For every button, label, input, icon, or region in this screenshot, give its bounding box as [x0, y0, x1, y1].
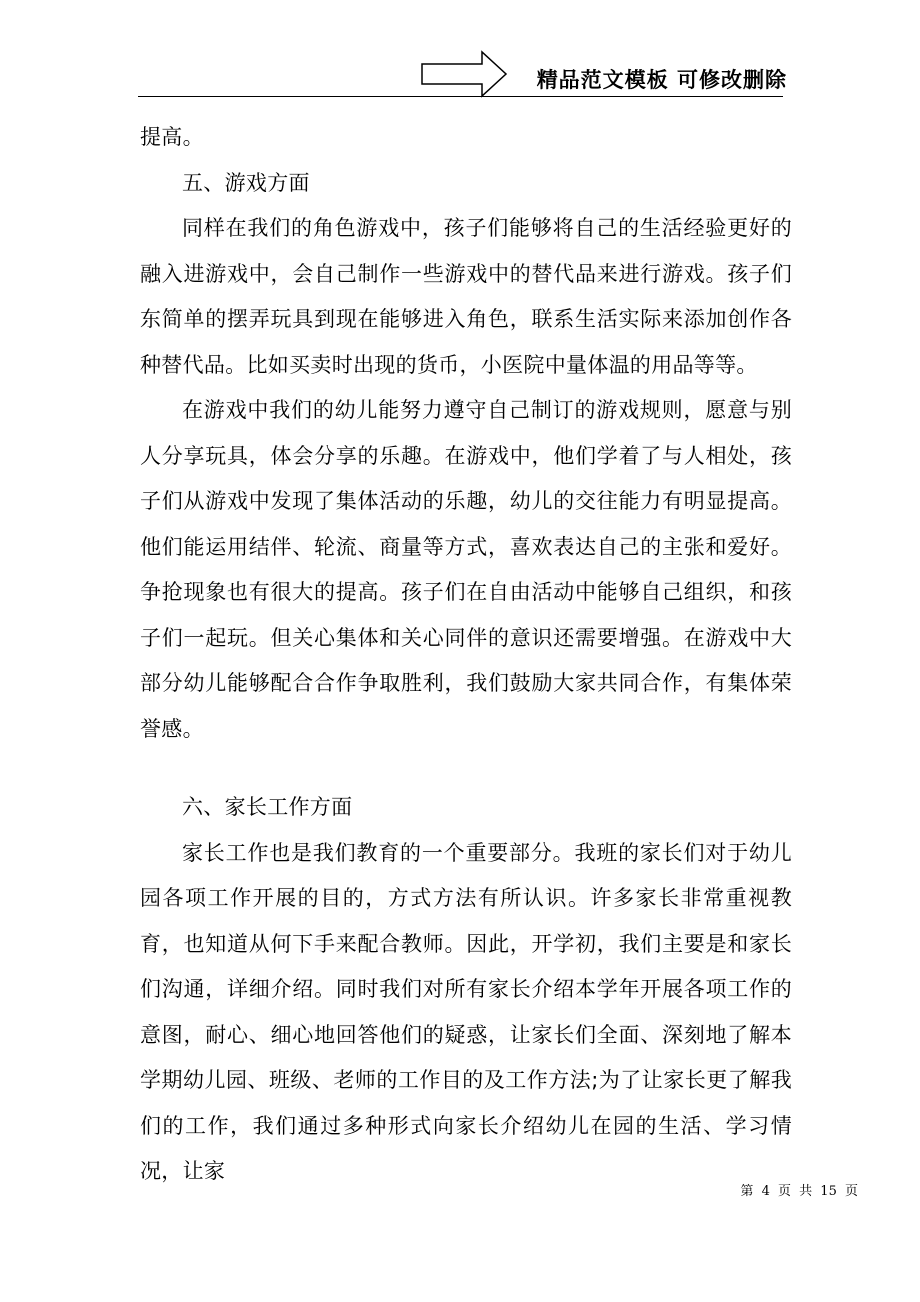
- arrow-icon: [420, 50, 508, 98]
- section-spacer: [140, 752, 792, 785]
- paragraph-role-play: 同样在我们的角色游戏中，孩子们能够将自己的生活经验更好的融入进游戏中，会自己制作一些游戏中的替代品来进行游戏。孩子们东简单的摆弄玩具到现在能够进入角色，联系生活实际来添加创作各种替代品。比如买卖时出现的货币，小医院中量体温的用品等等。: [140, 216, 792, 377]
- page-total: 15: [820, 1184, 837, 1199]
- section-heading-games: 五、游戏方面: [182, 170, 310, 195]
- page-footer: [738, 1180, 860, 1199]
- footer-label-gong: 共: [799, 1184, 813, 1199]
- footer-label-ye: 页: [777, 1184, 791, 1199]
- header-divider: [138, 96, 783, 97]
- page-number: 4: [761, 1184, 770, 1199]
- paragraph-game-rules: 在游戏中我们的幼儿能努力遵守自己制订的游戏规则，愿意与别人分享玩具，体会分享的乐趣。在游戏中，他们学着了与人相处，孩子们从游戏中发现了集体活动的乐趣，幼儿的交往能力有明显提高。他们能运用结伴、轮流、商量等方式，喜欢表达自己的主张和爱好。争抢现象也有很大的提高。孩子们在自由活动中能够自己组织，和孩子们一起玩。但关心集体和关心同伴的意识还需要增强。在游戏中大部分幼儿能够配合合作争取胜利，我们鼓励大家共同合作，有集体荣誉感。: [140, 398, 792, 741]
- section-heading-parents: 六、家长工作方面: [182, 795, 353, 819]
- header-title: 精品范文模板 可修改删除: [536, 68, 787, 92]
- footer-label-di: 第: [740, 1184, 754, 1199]
- footer-label-ye-2: 页: [844, 1184, 858, 1199]
- paragraph-continuation: 提高。: [140, 125, 204, 149]
- paragraph-parent-work: 家长工作也是我们教育的一个重要部分。我班的家长们对于幼儿园各项工作开展的目的，方式方法有所认识。许多家长非常重视教育，也知道从何下手来配合教师。因此，开学初，我们主要是和家长们沟通，详细介绍。同时我们对所有家长介绍本学年开展各项工作的意图，耐心、细心地回答他们的疑惑，让家长们全面、深刻地了解本学期幼儿园、班级、老师的工作目的及工作方法;为了让家长更了解我们的工作，我们通过多种形式向家长介绍幼儿在园的生活、学习情况，让家: [140, 840, 792, 1183]
- document-body: [140, 115, 792, 1195]
